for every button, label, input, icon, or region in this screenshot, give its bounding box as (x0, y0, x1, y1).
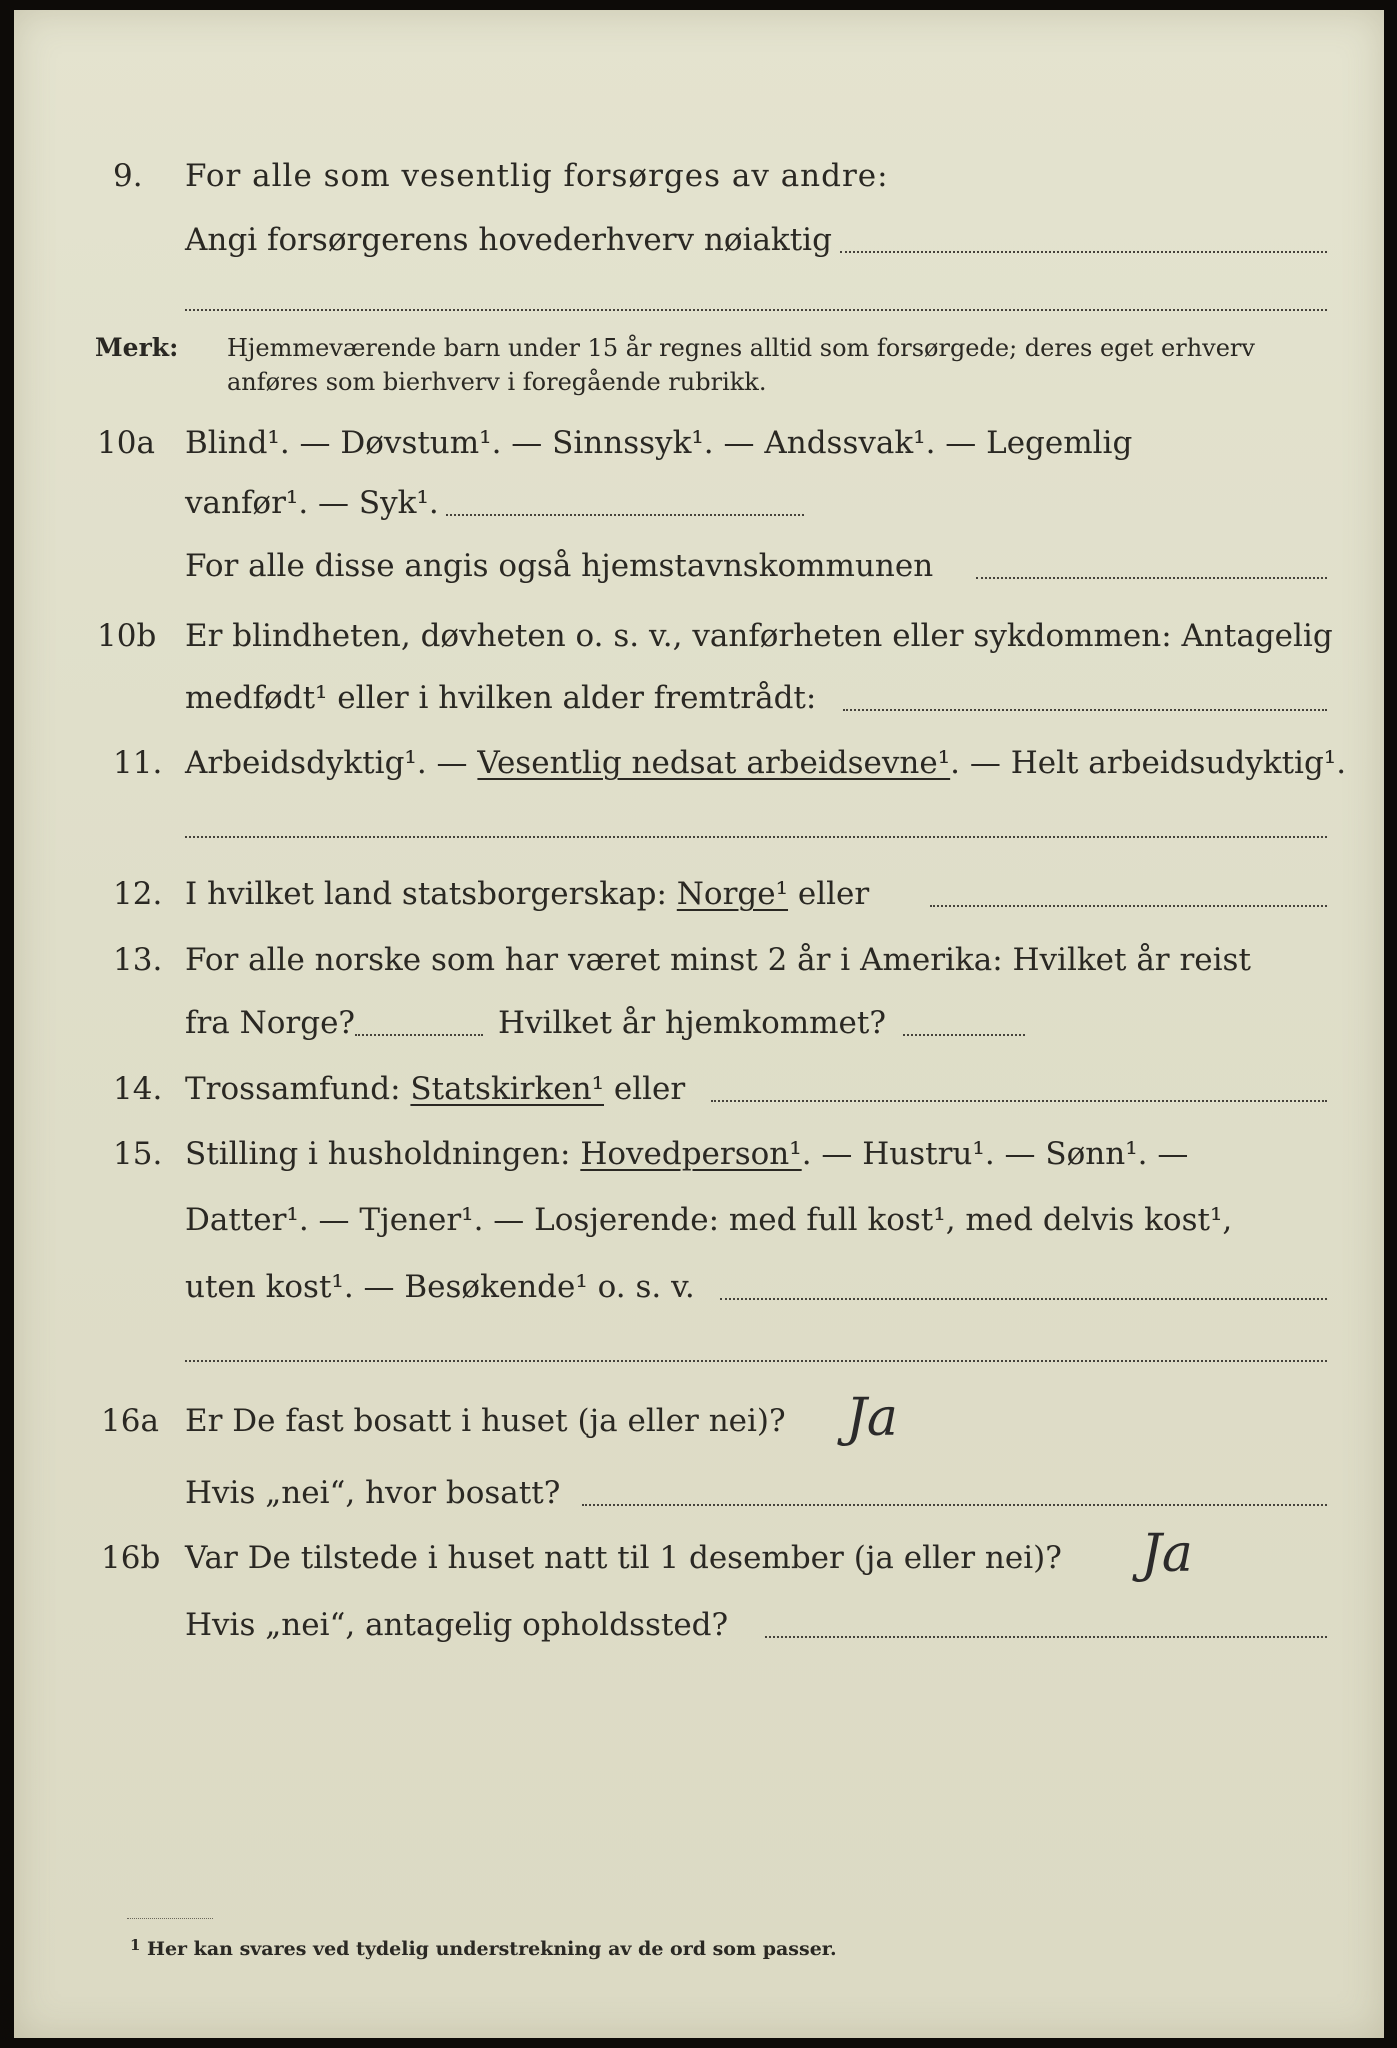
question-text: medfødt¹ eller i hvilken alder fremtrådt: (185, 680, 817, 716)
answer-line[interactable] (903, 1034, 1025, 1036)
answer-line[interactable] (840, 251, 1327, 253)
question-number: 12. (113, 876, 163, 912)
selected-option[interactable]: Vesentlig nedsat arbeidsevne¹ (477, 745, 951, 781)
answer-line[interactable] (185, 309, 1327, 311)
question-text: Hvilket år hjemkommet? (498, 1005, 886, 1041)
note-label: Merk: (95, 333, 179, 362)
answer-line[interactable] (843, 709, 1327, 711)
question-text: uten kost¹. — Besøkende¹ o. s. v. (185, 1269, 695, 1305)
question-text (185, 1071, 685, 1107)
footnote-divider (127, 1918, 213, 1919)
footnote-marker: 1 (130, 1936, 141, 1954)
question-text: Datter¹. — Tjener¹. — Losjerende: med full kost¹, med delvis kost¹, (185, 1202, 1233, 1238)
footnote-text: Her kan svares ved tydelig understrekning av de ord som passer. (147, 1938, 837, 1960)
option-text: eller (788, 876, 870, 912)
question-text: vanfør¹. — Syk¹. (185, 485, 439, 521)
answer-line[interactable] (720, 1298, 1327, 1300)
answer-line[interactable] (711, 1100, 1327, 1102)
answer-line[interactable] (765, 1636, 1327, 1638)
handwritten-answer[interactable]: Ja (1141, 1524, 1193, 1584)
question-text: For alle norske som har været minst 2 år i Amerika: Hvilket år reist (185, 942, 1251, 978)
question-number: 16b (101, 1540, 161, 1576)
question-number: 16a (101, 1403, 159, 1439)
handwritten-answer[interactable]: Ja (846, 1388, 898, 1448)
selected-option[interactable]: Statskirken¹ (410, 1071, 604, 1107)
question-number: 13. (113, 942, 163, 978)
question-number: 14. (113, 1071, 163, 1107)
question-number: 10b (97, 618, 157, 654)
question-text: fra Norge? (185, 1005, 356, 1041)
question-number: 10a (97, 425, 155, 461)
selected-option[interactable]: Hovedperson¹ (580, 1136, 802, 1172)
answer-line[interactable] (355, 1034, 483, 1036)
answer-line[interactable] (185, 836, 1327, 838)
question-number: 15. (113, 1136, 163, 1172)
option-text: Trossamfund: (185, 1071, 411, 1107)
answer-line[interactable] (976, 577, 1327, 579)
answer-line[interactable] (185, 1360, 1327, 1362)
question-text (185, 745, 1346, 781)
question-text: Angi forsørgerens hovederhverv nøiaktig (185, 222, 832, 258)
answer-line[interactable] (930, 905, 1327, 907)
note-text: Hjemmeværende barn under 15 år regnes alltid som forsørgede; deres eget erhverv (227, 334, 1255, 362)
question-number: 11. (113, 745, 163, 781)
question-text: Er blindheten, døvheten o. s. v., vanførheten eller sykdommen: Antagelig (185, 618, 1333, 654)
question-text: For alle disse angis også hjemstavnskommunen (185, 548, 934, 584)
note-text: anføres som bierhverv i foregående rubrikk. (227, 368, 767, 396)
question-number: 9. (113, 158, 143, 194)
question-text: Var De tilstede i huset natt til 1 desember (ja eller nei)? (185, 1540, 1062, 1576)
question-text: Er De fast bosatt i huset (ja eller nei)? (185, 1403, 786, 1439)
question-text: For alle som vesentlig forsørges av andre: (185, 158, 889, 194)
selected-option[interactable]: Norge¹ (676, 876, 789, 912)
question-text: Hvis „nei“, hvor bosatt? (185, 1475, 561, 1511)
option-text: . — Helt arbeidsudyktig¹. (950, 745, 1347, 781)
question-text: Hvis „nei“, antagelig opholdssted? (185, 1607, 729, 1643)
option-text: Arbeidsdyktig¹. — (185, 745, 478, 781)
question-text (185, 1136, 1188, 1172)
answer-line[interactable] (582, 1504, 1327, 1506)
question-text (185, 876, 869, 912)
question-text: Blind¹. — Døvstum¹. — Sinnssyk¹. — Andssvak¹. — Legemlig (185, 425, 1133, 461)
option-text: I hvilket land statsborgerskap: (185, 876, 677, 912)
option-text: Stilling i husholdningen: (185, 1136, 581, 1172)
option-text: . — Hustru¹. — Sønn¹. — (801, 1136, 1189, 1172)
answer-line[interactable] (446, 514, 804, 516)
option-text: eller (604, 1071, 686, 1107)
census-form-page (14, 10, 1384, 2038)
